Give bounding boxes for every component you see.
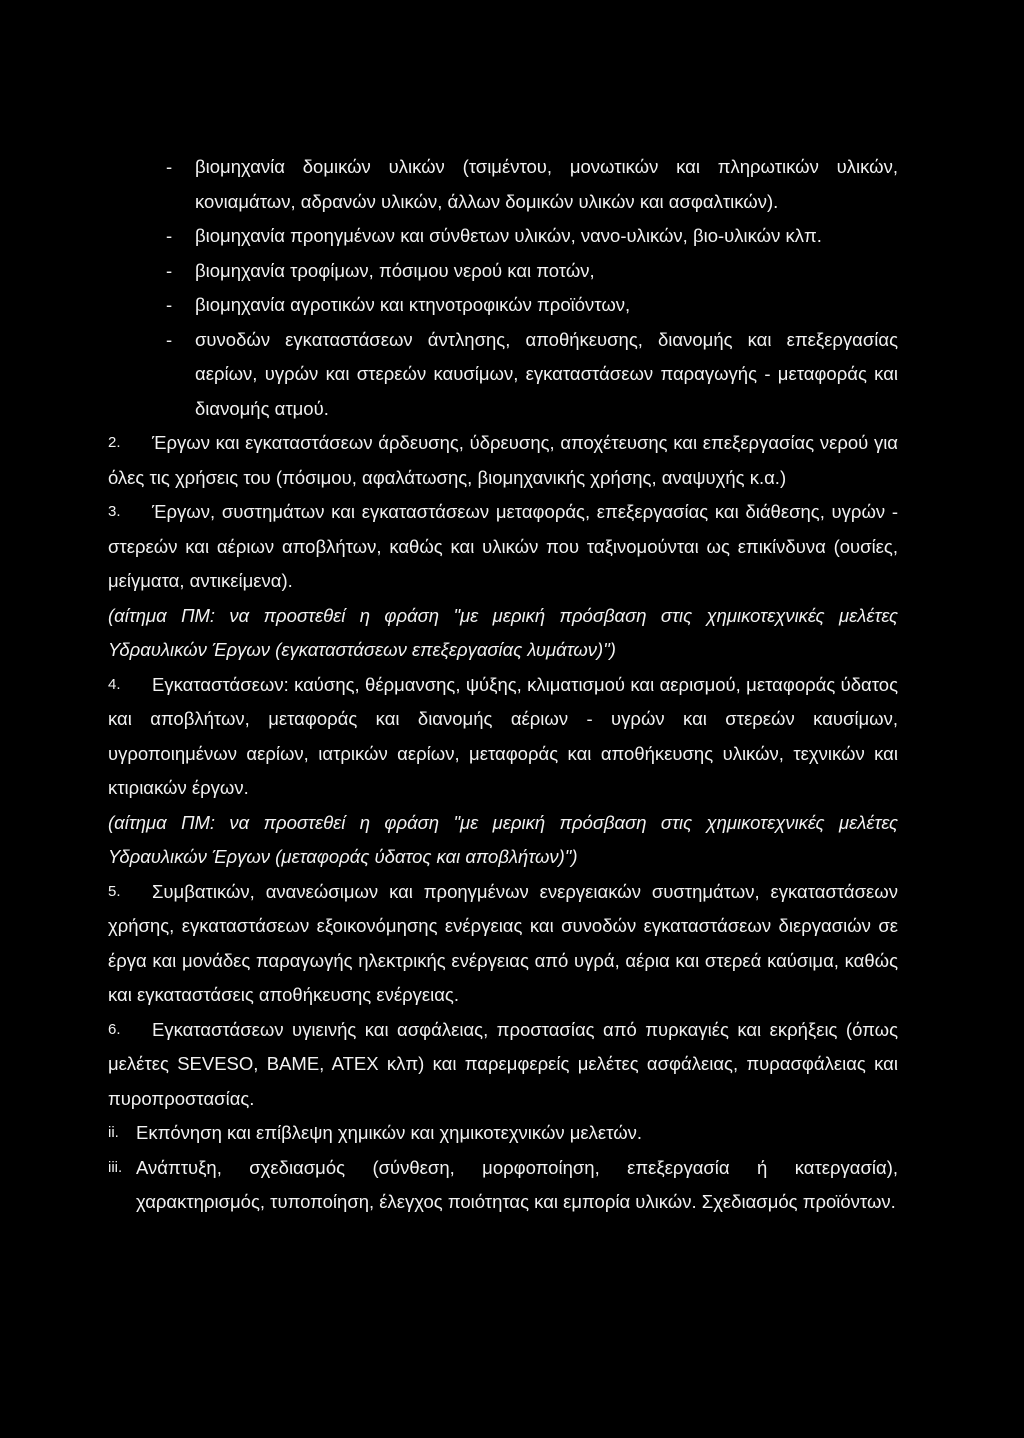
list-item-text: συνοδών εγκαταστάσεων άντλησης, αποθήκευσης, διανομής και επεξεργασίας αερίων, υγρών και στερεών καυσίμων, εγκαταστάσεων παραγωγής - μεταφοράς και διανομής ατμού. <box>195 328 898 419</box>
list-marker: - <box>166 259 173 281</box>
request-note: (αίτημα ΠΜ: να προστεθεί η φράση "με μερική πρόσβαση στις χημικοτεχνικές μελέτες Υδραυλικών Έργων (μεταφοράς ύδατος και αποβλήτων)") <box>108 811 898 867</box>
list-marker: - <box>166 156 173 177</box>
numbered-item-text: Έργων και εγκαταστάσεων άρδευσης, ύδρευσης, αποχέτευσης και επεξεργασίας νερού για όλες τις χρήσεις του (πόσιμου, αφαλάτωσης, βιομηχανικής χρήσης, αναψυχής κ.α.) <box>108 432 898 488</box>
list-item-text: βιομηχανία αγροτικών και κτηνοτροφικών προϊόντων, <box>195 294 631 315</box>
numbered-item-text: Συμβατικών, ανανεώσιμων και προηγμένων ενεργειακών συστημάτων, εγκαταστάσεων χρήσης, εγκαταστάσεων εξοικονόμησης ενέργειας και συνοδών εγκαταστάσεων διεργασιών σε έργα και μονάδες παραγωγής ηλεκτρικής ενέργειας από υγρά, αέρια και στερεά καύσιμα, καθώς και εγκαταστάσεις αποθήκευσης ενέργειας. <box>108 880 898 1005</box>
list-item-text: βιομηχανία τροφίμων, πόσιμου νερού και ποτών, <box>195 259 595 281</box>
item-number: 3. <box>108 503 121 520</box>
numbered-item-text: Εγκαταστάσεων: καύσης, θέρμανσης, ψύξης, κλιματισμού και αερισμού, μεταφοράς ύδατος και αποβλήτων, μεταφοράς και διανομής αέριων - υγρών και στερεών καυσίμων, υγροποιημένων αερίων, ιατρικών αερίων, μεταφοράς και αποθήκευσης υλικών, τεχνικών και κτιριακών έργων. <box>108 673 898 798</box>
item-number: 2. <box>108 434 121 451</box>
roman-marker: ii. <box>108 1124 119 1141</box>
numbered-item <box>108 875 898 1013</box>
list-item <box>108 254 898 289</box>
item-number: 5. <box>108 882 121 900</box>
list-marker: - <box>166 294 173 315</box>
request-note: (αίτημα ΠΜ: να προστεθεί η φράση "με μερική πρόσβαση στις χημικοτεχνικές μελέτες Υδραυλικών Έργων (εγκαταστάσεων επεξεργασίας λυμάτων)") <box>108 604 898 660</box>
roman-item-text: Ανάπτυξη, σχεδιασμός (σύνθεση, μορφοποίηση, επεξεργασία ή κατεργασία), χαρακτηρισμός, τυποποίηση, έλεγχος ποιότητας και εμπορία υλικών. Σχεδιασμός προϊόντων. <box>136 1156 898 1212</box>
numbered-item <box>108 668 898 806</box>
list-item <box>108 219 898 254</box>
roman-item <box>108 1151 898 1220</box>
numbered-item <box>108 1013 898 1117</box>
roman-marker: iii. <box>108 1158 123 1176</box>
list-item <box>108 288 898 323</box>
numbered-item-text: Εγκαταστάσεων υγιεινής και ασφάλειας, προστασίας από πυρκαγιές και εκρήξεις (όπως μελέτες SEVESO, ΒΑΜΕ, ΑΤΕΧ κλπ) και παρεμφερείς μελέτες ασφάλειας, πυρασφάλειας και πυροπροστασίας. <box>108 1018 898 1109</box>
list-item-text: βιομηχανία προηγμένων και σύνθετων υλικών, νανο-υλικών, βιο-υλικών κλπ. <box>195 225 822 246</box>
roman-item-text: Εκπόνηση και επίβλεψη χημικών και χημικοτεχνικών μελετών. <box>136 1122 643 1143</box>
document-page <box>108 150 898 1220</box>
list-marker: - <box>166 225 173 246</box>
roman-item <box>108 1116 898 1151</box>
numbered-item <box>108 495 898 599</box>
list-item-text: βιομηχανία δομικών υλικών (τσιμέντου, μονωτικών και πληρωτικών υλικών, κονιαμάτων, αδρανών υλικών, άλλων δομικών υλικών και ασφαλτικών). <box>195 156 898 212</box>
item-number: 6. <box>108 1020 121 1038</box>
list-marker: - <box>166 328 173 350</box>
numbered-item <box>108 426 898 495</box>
item-number: 4. <box>108 675 121 693</box>
numbered-item-text: Έργων, συστημάτων και εγκαταστάσεων μεταφοράς, επεξεργασίας και διάθεσης, υγρών - στερεών και αέριων αποβλήτων, καθώς και υλικών που ταξινομούνται ως επικίνδυνα (ουσίες, μείγματα, αντικείμενα). <box>108 501 898 591</box>
list-item <box>108 150 898 219</box>
list-item <box>108 323 898 427</box>
